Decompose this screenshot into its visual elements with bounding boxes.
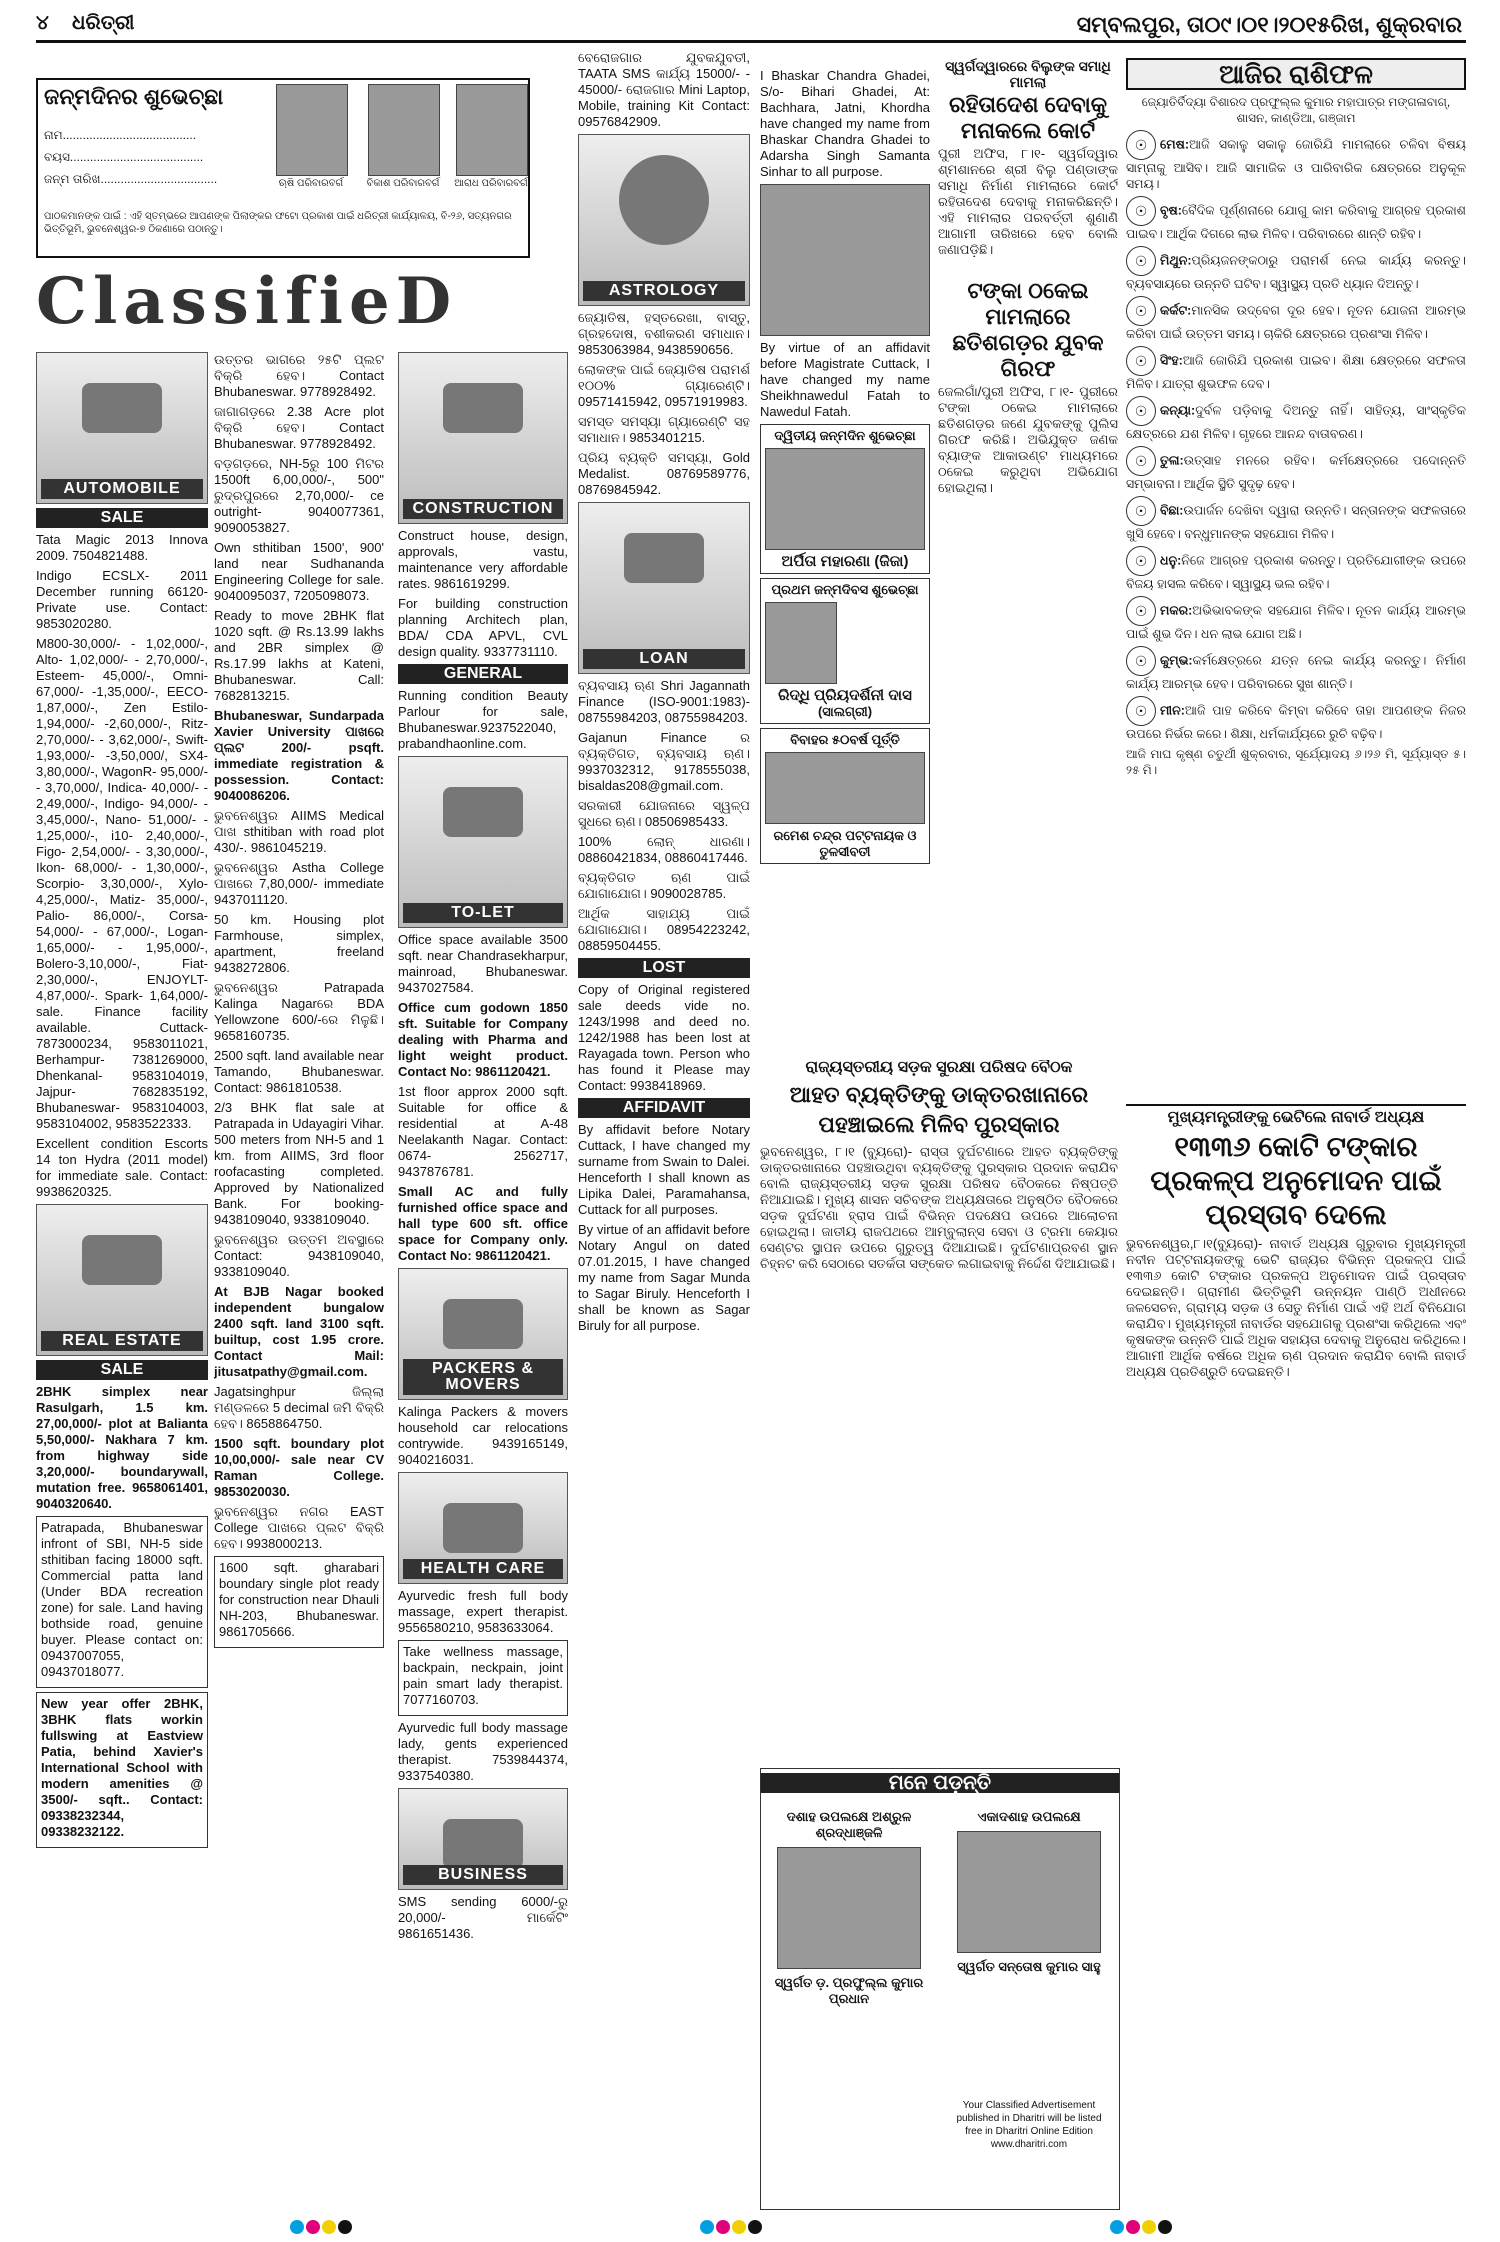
child-photo [765,602,837,684]
classified-ad: Ayurvedic full body massage lady, gents experienced therapist. 7539844374, 9337540380. [398,1720,568,1783]
zodiac-sign-icon: ☉ [1126,130,1156,160]
classified-column-3 [398,352,568,2212]
classified-ad: New year offer 2BHK, 3BHK flats workin fullswing at Eastview Patia, behind Xavier's International School with modern amenities @ 3500/- sqft.. Contact: 09338232344, 09338232122. [41,1696,203,1839]
birthday-note: ପାଠକମାନଙ୍କ ପାଇଁ : ଏହି ସ୍ତମ୍ଭରେ ଆପଣଙ୍କ ପିଲାଙ୍କର ଫଟୋ ପ୍ରକାଶ ପାଇଁ ଧରିତ୍ରୀ କାର୍ଯ୍ୟାଳୟ, ବି-୨୬, ସତ୍ୟନଗର ଭିତ୍ତିଭୂମି, ଭୁବନେଶ୍ୱର-୭ ଠିକଣାରେ ପଠାନ୍ତୁ। [44,211,512,235]
cyan-dot [290,2220,304,2234]
horoscope-entry [1126,696,1466,742]
classified-ad: Bhubaneswar, Sundarpada Xavier University ପାଖରେ ପ୍ଲଟ 200/- psqft. immediate registration & possession. Contact: 9040086206. [214,708,384,803]
yellow-dot [732,2220,746,2234]
classified-ad: ଉତ୍ତର ଭାଗରେ ୨୫ଟି ପ୍ଲଟ ବିକ୍ରି ହେବ। Contact Bhubaneswar. 9778928492. [214,352,384,399]
stethoscope-icon [443,1503,523,1553]
construction-category [398,352,568,524]
category-label: TO-LET [403,903,563,923]
anniversary-box [760,728,930,864]
obituary-title: ମନେ ପଡ଼ନ୍ତି [761,1773,1119,1793]
classified-ad: Ready to move 2BHK flat 1020 sqft. @ Rs.13.99 lakhs and 2BR simplex @ Rs.17.99 lakhs at Kateni, Bhubaneswar. Call: 7682813215. [214,608,384,703]
section-heading: GENERAL [398,664,568,684]
classified-logo: ClassifieD [36,264,458,339]
news-headline: ଆହତ ବ୍ୟକ୍ତିଙ୍କୁ ଡାକ୍ତରଖାନାରେ ପହଞ୍ଚାଇଲେ ମିଳିବ ପୁରସ୍କାର [789,1082,1089,1137]
zodiac-sign-name: ସିଂହ: [1160,353,1183,368]
print-registration-marks [0,2216,1500,2238]
house-icon [443,787,523,837]
horoscope-list [1126,130,1466,742]
black-dot [748,2220,762,2234]
zodiac-sign-name: କୁମ୍ଭ: [1160,653,1193,668]
zodiac-prediction: ଉପାର୍ଜନ ଦେଖିବା ଦ୍ୱାରା ଉନ୍ନତି। ସନ୍ତାନଙ୍କ ସଫଳତାରେ ଖୁସି ହେବେ। ବନ୍ଧୁମାନଙ୍କ ସହଯୋଗ ମିଳିବ। [1126,503,1466,541]
classified-ad: M800-30,000/- - 1,02,000/-, Alto- 1,02,000/- - 2,70,000/-, Esteem- 45,000/-, Omni- 67,000/- -1,35,000/-, EECO- 1,87,000/-, Zen Estilo- 1,94,000/- -2,60,000/-, Ritz- 2,70,000/- - 3,62,000/-, Swift- 1,93,000/- -3,50,000/, SX4- 3,80,000/-, WagonR- 95,000/- - 3,70,000/, Indica- 40,000/- - 2,49,000/-, Indigo- 94,000/- - 3,45,000/-, Nano- 51,000/- - 1,25,000/-, i10- 2,40,000/-, Figo- 2,54,000/- - 3,30,000/-, Ikon- 68,000/- - 1,30,000/-, Scorpio- 3,30,000/-, Xylo- 4,25,000/-, Matiz- 35,000/-, Palio- 86,000/-, Corsa- 54,000/- - 67,000/-, Logan- 1,65,000/- - 1,95,000/-, Bolero-3,10,000/-, Fiat-2,30,000/-, ENJOYLT- 4,87,000/-. Spark- 1,64,000/-sale. Finance facility available. Cuttack- 7873000234, 9583011021, Berhampur- 7381269000, Dhenkanal- 9583104019, Jajpur- 7682835192, Bhubaneswar- 9583104003, 9583104002, 9583522333. [36,636,208,1131]
zodiac-sign-name: ଧନୁ: [1160,553,1182,568]
classified-ad: ବ୍ୟକ୍ତିଗତ ଋଣ ପାଇଁ ଯୋଗାଯୋଗ। 9090028785. [578,870,750,901]
horoscope-entry [1126,346,1466,392]
classified-ad: 100% ଲୋନ୍ ଧାରଣା। 08860421834, 08860417446. [578,834,750,865]
box-title: ଦ୍ୱିତୀୟ ଜନ୍ମଦିନ ଶୁଭେଚ୍ଛା [774,428,916,443]
person-photo [777,1847,921,1969]
news-story-1 [938,58,1118,818]
magenta-dot [1126,2220,1140,2234]
box-title: ପ୍ରଥମ ଜନ୍ମଦିବସ ଶୁଭେଚ୍ଛା [771,582,919,597]
obituary-name: ସ୍ୱର୍ଗତ ଡ଼. ପ୍ରଫୁଲ୍ଲ କୁମାର ପ୍ରଧାନ [774,1975,924,2006]
zodiac-sign-name: ମେଷ: [1160,137,1190,152]
classified-column-1 [36,352,208,2212]
section-heading: SALE [36,1360,208,1380]
horoscope-entry [1126,646,1466,692]
zodiac-prediction: ମାନସିକ ଉଦ୍‌ବେଗ ଦୂର ହେବ। ନୂତନ ଯୋଜନା ଆରମ୍ଭ କରିବା ପାଇଁ ଉତ୍ତମ ସମୟ। ଚାକିରି କ୍ଷେତ୍ରରେ ପ୍ରଶଂସା ମିଳିବ। [1126,303,1466,341]
classified-ad: Gajanun Finance ର ବ୍ୟକ୍ତିଗତ, ବ୍ୟବସାୟ ଋଣ। 9937032312, 9178555038, bisaldas208@gmail.com. [578,730,750,793]
classified-ad: ପ୍ରିୟ ବ୍ୟକ୍ତି ସମସ୍ୟା, Gold Medalist. 08769589776, 08769845942. [578,450,750,497]
news-kicker: ମୁଖ୍ୟମନ୍ତ୍ରୀଙ୍କୁ ଭେଟିଲେ ନାବାର୍ଡ ଅଧ୍ୟକ୍ଷ [1126,1104,1466,1126]
horoscope-entry [1126,396,1466,442]
house-icon [82,1235,162,1285]
zodiac-sign-icon: ☉ [1126,696,1156,726]
classified-ad: 2BHK simplex near Rasulgarh, 1.5 km. 27,00,000/- plot at Balianta 5,50,000/- Nakhara 7 km. from highway side 3,20,000/- boundarywall, mutation free. 9658061401, 9040320640. [36,1384,208,1511]
zodiac-prediction: ଦୁର୍ବଳ ପଡ଼ିବାକୁ ଦିଅନ୍ତୁ ନାହିଁ। ସାହିତ୍ୟ, ସାଂସ୍କୃତିକ କ୍ଷେତ୍ରରେ ଯଶ ମିଳିବ। ଗୃହରେ ଆନନ୍ଦ ବାତାବରଣ। [1126,403,1466,441]
horoscope-author: ଜ୍ୟୋତିର୍ବିଦ୍ୟା ବିଶାରଦ ପ୍ରଫୁଲ୍ଲ କୁମାର ମହାପାତ୍ର ମଙ୍ଗଳାବାଗ୍, ଶାସନ, କାଣ୍ଡିଆ, ଗଞ୍ଜାମ [1141,95,1451,125]
classified-ad: Indigo ECSLX- 2011 December running 66120- Private use. Contact: 9853020280. [36,568,208,631]
page-header [36,8,1466,43]
classified-ad: ଜାଗାଗଡ଼ରେ 2.38 Acre plot ବିକ୍ରି ହେବ। Contact Bhubaneswar. 9778928492. [214,404,384,451]
classified-ad: ଭୁବନେଶ୍ୱର ନଗର EAST College ପାଖରେ ପ୍ଲଟ ବିକ୍ରି ହେବ। 9938000213. [214,1504,384,1551]
classified-ad: ବେରୋଜଗାର ଯୁବକଯୁବତୀ, TAATA SMS କାର୍ଯ୍ୟ 15000/- - 45000/- ରୋଜଗାର Mini Laptop, Mobile, training Kit Contact: 09576842909. [578,50,750,129]
classified-ad: 1600 sqft. gharabari boundary single plot ready for construction near Dhauli NH-203, Bhubaneswar. 9861705666. [219,1560,379,1639]
classified-ad: Running condition Beauty Parlour for sale, Bhubaneswar.9237522040, prabandhaonline.com. [398,688,568,751]
zodiac-sign-icon: ☉ [1126,296,1156,326]
classified-ad: ଲୋକଙ୍କ ପାଇଁ ଜ୍ୟୋତିଷ ପରାମର୍ଶ ୧୦୦% ଗ୍ୟାରେଣ୍ଟି। 09571415942, 09571919983. [578,362,750,409]
news-headline: ରହିତାଦେଶ ଦେବାକୁ ମନାକଲେ କୋର୍ଟ [948,92,1108,143]
astrology-category [578,134,750,306]
zodiac-prediction: ଉତ୍ସାହ ମନରେ ରହିବ। କର୍ମକ୍ଷେତ୍ରରେ ପଦୋନ୍ନତି ସମ୍ଭାବନା। ଆର୍ଥିକ ସ୍ଥିତି ସୁଦୃଢ଼ ହେବ। [1126,453,1466,491]
zodiac-sign-name: କନ୍ୟା: [1160,403,1196,418]
zodiac-prediction: ପ୍ରିୟଜନଙ୍କଠାରୁ ପରାମର୍ଶ ନେଇ କାର୍ଯ୍ୟ କରନ୍ତୁ। ବ୍ୟବସାୟରେ ଉନ୍ନତି ଘଟିବ। ସ୍ୱାସ୍ଥ୍ୟ ପ୍ରତି ଧ୍ୟାନ ଦିଅନ୍ତୁ। [1126,253,1466,291]
classified-ad: Jagatsinghpur ଜିଲ୍ଲା ମଣ୍ଡଳରେ 5 decimal ଜମି ବିକ୍ରି ହେବ। 8658864750. [214,1384,384,1431]
classified-column-5 [760,68,930,1188]
child-name: ରିଦ୍ଧି ପ୍ରିୟଦର୍ଶିନୀ ଦାସ [778,687,912,704]
horoscope-entry [1126,546,1466,592]
horoscope-entry [1126,246,1466,292]
building-icon [443,383,523,433]
birthday-box [760,424,930,574]
yellow-dot [1142,2220,1156,2234]
kid-name: ଆରାଧ ପରିବାରବର୍ଗ [454,178,528,189]
zodiac-sign-icon: ☉ [1126,596,1156,626]
classified-ad: Patrapada, Bhubaneswar infront of SBI, NH-5 side sthitiban facing 18000 sqft. Commercial patta land (Under BDA recreation zone) for sale. Land having bothside road, genuine buyer. Please contact on: 09437007055, 09437018077. [41,1520,203,1679]
zodiac-sign-icon: ☉ [1126,546,1156,576]
kid-name: ବିକାଶ ପରିବାରବର୍ଗ [366,178,440,189]
zodiac-sign-icon: ☉ [1126,346,1156,376]
zodiac-sign-name: ମକର: [1160,603,1193,618]
zodiac-prediction: ବୈଦିକ ପୂର୍ଣ୍ଣନାରେ ଯୋଗୁ କାମ କରିବାକୁ ଆଗ୍ରହ ପ୍ରକାଶ ପାଇବ। ଆର୍ଥିକ ଦିଗରେ ଲାଭ ମିଳିବ। ପରିବାରରେ ଶାନ୍ତି ରହିବ। [1126,203,1466,241]
classified-ad: Construct house, design, approvals, vastu, maintenance very affordable rates. 9861619299. [398,528,568,591]
zodiac-prediction: ଆଜି ସକାଳୁ ସକାଳୁ ଜୋରିଯି ମାମଲାରେ ଚଳିବା ବିଷୟ ସାମ୍ନାକୁ ଆସିବ। ଆଜି ସାମାଜିକ ଓ ପାରିବାରିକ କ୍ଷେତ୍ରରେ ଅନୁକୂଳ ସମୟ। [1126,137,1466,191]
classified-ad: ଆର୍ଥିକ ସାହାଯ୍ୟ ପାଇଁ ଯୋଗାଯୋଗ। 08954223242, 08859504455. [578,906,750,953]
classified-ad: Office space available 3500 sqft. near Chandrasekharpur, mainroad, Bhubaneswar. 9437027584. [398,932,568,995]
zodiac-sign-icon: ☉ [1126,396,1156,426]
zodiac-sign-icon: ☉ [1126,196,1156,226]
news-story-nabard [1126,1104,1466,2208]
news-headline: ଟଙ୍କା ଠକେଇ ମାମଲାରେ ଛତିଶଗଡ଼ର ଯୁବକ ଗିରଫ [952,278,1104,381]
affidavit-ad: By virtue of an affidavit before Magistrate Cuttack, I have changed my name Sheikhnawedul Fatah to Nawedul Fatah. [760,340,930,419]
obituary-name: ସ୍ୱର୍ଗତ ସନ୍ତୋଷ କୁମାର ସାହୁ [957,1959,1101,1974]
packers-category [398,1268,568,1400]
horoscope-entry [1126,446,1466,492]
zodiac-sign-name: ବିଛା: [1160,503,1184,518]
zodiac-sign-name: ବୃଷ: [1160,203,1182,218]
real-estate-category [36,1204,208,1356]
classified-ad: SMS sending 6000/-ରୁ 20,000/- ମାର୍କେଟିଂ 9861651436. [398,1894,568,1941]
truck-icon [443,1299,523,1349]
classified-ad: By virtue of an affidavit before Notary Angul on dated 07.01.2015, I have changed my name from Sagar Munda to Sagar Biruly. Henceforth I shall be known as Sagar Biruly for all purpose. [578,1222,750,1333]
business-category [398,1788,568,1890]
online-edition-note: Your Classified Advertisement published in Dharitri will be listed free in Dharitri Online Edition www.dharitri.com [956,2100,1102,2150]
news-story-road-safety [760,1060,1118,1760]
zodiac-sign-name: ମିଥୁନ: [1160,253,1192,268]
classified-ad: By affidavit before Notary Cuttack, I have changed my surname from Swain to Dalei. Henceforth I shall known as Lipika Dalei, Paramahansa, Cuttack for all purposes. [578,1122,750,1217]
birthday-field-name: ନାମ........................................ [44,128,196,142]
classified-ad: ବଡ଼ଗଡ଼ରେ, NH-5ରୁ 100 ମିଟର 1500ft 6,00,000/-, 500" ରୁଦ୍ରପୁରରେ 2,70,000/- ce outright- 9040077361, 9090053827. [214,456,384,535]
child-photo [765,448,925,550]
child-name: ଅର୍ପିତା ମହାରଣା (ଜିଜା) [781,553,909,570]
horoscope-entry [1126,196,1466,242]
zodiac-sign-icon: ☉ [1126,646,1156,676]
news-kicker: ସ୍ୱର୍ଗଦ୍ୱାରରେ ବିଲୁଙ୍କ ସମାଧି ମାମଲା [945,58,1111,90]
horoscope-section [1126,58,1466,1098]
car-icon [82,383,162,433]
person-photo [760,184,930,336]
obituary-subtitle: ଏକାଦଶାହ ଉପଲକ୍ଷେ [977,1809,1081,1824]
horoscope-entry [1126,130,1466,192]
kid-photo [276,84,348,176]
classified-ad: At BJB Nagar booked independent bungalow 2400 sqft. land 3100 sqft. builtup, cost 1.95 crore. Contact Mail: jitusatpathy@gmail.com. [214,1284,384,1379]
zodiac-sign-name: କର୍କଟ: [1160,303,1192,318]
news-headline: ୧୩୩୬ କୋଟି ଟଙ୍କାର ପ୍ରକଳ୍ପ ଅନୁମୋଦନ ପାଇଁ ପ୍ରସ୍ତାବ ଦେଲେ [1150,1131,1442,1230]
kid-photo [368,84,440,176]
classified-ad: Own sthitiban 1500', 900' land near Sudhananda Engineering College for sale. 9040095037, 7205098073. [214,540,384,603]
zodiac-wheel-icon [619,155,709,245]
horoscope-title: ଆଜିର ରାଶିଫଳ [1126,58,1466,90]
classified-ad: 1st floor approx 2000 sqft. Suitable for office & residential at A-48 Neelakanth Nagar. Contact: 0674- 2562717, 9437876781. [398,1084,568,1179]
classified-ad: Copy of Original registered sale deeds vide no. 1243/1998 and deed no. 1242/1988 has been lost at Rayagada town. Person who has found it Please may Contact: 9938418969. [578,982,750,1093]
person-photo [957,1831,1101,1953]
cyan-dot [1110,2220,1124,2234]
zodiac-sign-name: ମୀନ: [1160,703,1185,718]
classified-ad: Excellent condition Escorts 14 ton Hydra (2011 model) for immediate sale. Contact: 9938620325. [36,1136,208,1199]
news-body: ପୁରୀ ଅଫିସ, ୮।୧- ସ୍ୱର୍ଗଦ୍ୱାର ଶ୍ମଶାନରେ ଶ୍ରୀ ବିଲୁ ପଣ୍ଡାଙ୍କ ସମାଧି ନିର୍ମାଣ ମାମଲାରେ କୋର୍ଟ ରହିତାଦେଶ ଦେବାକୁ ମନାକରିଛନ୍ତି। ଏହି ମାମଲାର ପରବର୍ତ୍ତୀ ଶୁଣାଣି ଆଗାମୀ ତାରିଖରେ ହେବ ବୋଲି ଜଣାପଡ଼ିଛି। [938,146,1118,257]
date-line: ସମ୍ବଲପୁର, ତା୦୯।୦୧।୨୦୧୫ରିଖ, ଶୁକ୍ରବାର [1076,12,1462,37]
obituary-subtitle: ଦଶାହ ଉପଲକ୍ଷେ ଅଶ୍ରୁଳ ଶ୍ରଦ୍ଧାଞ୍ଜଳି [786,1809,912,1840]
classified-ad: ବ୍ୟବସାୟ ଋଣ Shri Jagannath Finance (ISO-9001:1983)- 08755984203, 08755984203. [578,678,750,725]
classified-column-4 [578,50,750,2210]
couple-photo [765,752,925,824]
classified-ad: Ayurvedic fresh full body massage, expert therapist. 9556580210, 9583633064. [398,1588,568,1635]
classified-ad: ସମସ୍ତ ସମସ୍ୟା ଗ୍ୟାରେଣ୍ଟି ସହ ସମାଧାନ। 9853401215. [578,414,750,445]
classified-ad: ସରକାରୀ ଯୋଜନାରେ ସ୍ୱଳ୍ପ ସୁଧରେ ଋଣ। 08506985433. [578,798,750,829]
zodiac-prediction: ନିଜେ ଆଗ୍ରହ ପ୍ରକାଶ କରନ୍ତୁ। ପ୍ରତିଯୋଗୀଙ୍କ ଉପରେ ବିଜୟ ହାସଲ କରିବେ। ସ୍ୱାସ୍ଥ୍ୟ ଭଲ ରହିବ। [1126,553,1466,591]
classified-ad: 1500 sqft. boundary plot 10,00,000/- sale near CV Raman College. 9853020030. [214,1436,384,1499]
news-kicker: ରାଜ୍ୟସ୍ତରୀୟ ସଡ଼କ ସୁରକ୍ଷା ପରିଷଦ ବୈଠକ [805,1060,1073,1076]
classified-ad: ଭୁବନେଶ୍ୱର AIIMS Medical ପାଖ sthitiban with road plot 430/-. 9861045219. [214,808,384,855]
zodiac-prediction: କର୍ମକ୍ଷେତ୍ରରେ ଯତ୍ନ ନେଇ କାର୍ଯ୍ୟ କରନ୍ତୁ। ନିର୍ମାଣ କାର୍ଯ୍ୟ ଆରମ୍ଭ ହେବ। ପରିବାରରେ ସୁଖ ଶାନ୍ତି। [1126,653,1466,691]
classified-ad: Small AC and fully furnished office space and hall type 600 sft. office space for Company only. Contact No: 9861120421. [398,1184,568,1263]
cyan-dot [700,2220,714,2234]
classified-ad: ଜ୍ୟୋତିଷ, ହସ୍ତରେଖା, ବାସ୍ତୁ, ଗ୍ରହଦୋଷ, ବଶୀକରଣ ସମାଧାନ। 9853063984, 9438590656. [578,310,750,357]
classified-ad: Tata Magic 2013 Innova 2009. 7504821488. [36,532,208,563]
category-label: CONSTRUCTION [403,499,563,519]
zodiac-prediction: ଆଜି ଜୋରିଯି ପ୍ରକାଶ ପାଇବ। ଶିକ୍ଷା କ୍ଷେତ୍ରରେ ସଫଳତା ମିଳିବ। ଯାତ୍ରା ଶୁଭଫଳ ଦେବ। [1126,353,1466,391]
category-label: LOAN [583,649,745,669]
classified-ad: 2/3 BHK flat sale at Patrapada in Udayagiri Vihar. 500 meters from NH-5 and 1 km. from AIIMS, 3rd floor roofacasting completed. Approved by Nationalized Bank. For booking- 9438109040, 9338109040. [214,1100,384,1227]
news-body: ଜେଲଗାଁ/ପୁରୀ ଅଫିସ, ୮।୧- ପୁରୀରେ ଟଙ୍କା ଠକେଇ ମାମଲାରେ ଛତିଶଗଡ଼ର ଜଣେ ଯୁବକଙ୍କୁ ପୁଲିସ ଗିରଫ କରିଛି। ଅଭିଯୁକ୍ତ ଜଣକ ବ୍ୟାଙ୍କ ଆକାଉଣ୍ଟ ମାଧ୍ୟମରେ ଠକେଇ କରୁଥିବା ଅଭିଯୋଗ ହୋଇଥିଲା। [938,384,1118,495]
category-label: BUSINESS [403,1865,563,1885]
couple-names: ରମେଶ ଚନ୍ଦ୍ର ପଟ୍ଟନାୟକ ଓ ତୁଳସୀବତୀ [773,828,917,859]
yellow-dot [322,2220,336,2234]
affidavit-ad: I Bhaskar Chandra Ghadei, S/o- Bihari Ghadei, At: Bachhara, Jatni, Khordha have changed my name from Bhaskar Chandra Ghadei to Adarsha Singh Samanta Sinhar to all purpose. [760,68,930,179]
zodiac-sign-icon: ☉ [1126,496,1156,526]
black-dot [1158,2220,1172,2234]
birthday-field-age: ବୟସ........................................ [44,150,204,164]
newspaper-brand: ଧରିତ୍ରୀ [72,12,135,34]
category-label: HEALTH CARE [403,1559,563,1579]
category-label: REAL ESTATE [41,1331,203,1351]
classified-ad: Kalinga Packers & movers household car relocations contrywide. 9439165149, 9040216031. [398,1404,568,1467]
birthday-field-dob: ଜନ୍ମ ତାରିଖ................................... [44,172,218,186]
classified-ad: For building construction planning Architech plan, BDA/ CDA APVL, CVL design quality. 9337731110. [398,596,568,659]
page-number: ୪ [36,12,49,34]
horoscope-entry [1126,496,1466,542]
kid-name: ଋଷି ପରିବାରବର୍ଗ [278,178,344,189]
category-label: PACKERS & MOVERS [403,1359,563,1395]
horoscope-entry [1126,296,1466,342]
zodiac-prediction: ଅଭିଭାବକଙ୍କ ସହଯୋଗ ମିଳିବ। ନୂତନ କାର୍ଯ୍ୟ ଆରମ୍ଭ ପାଇଁ ଶୁଭ ଦିନ। ଧନ ଲାଭ ଯୋଗ ଅଛି। [1126,603,1466,641]
classified-ad: 50 km. Housing plot Farmhouse, simplex, apartment, freeland 9438272806. [214,912,384,975]
classified-ad: 2500 sqft. land available near Tamando, Bhubaneswar. Contact: 9861810538. [214,1048,384,1095]
zodiac-sign-icon: ☉ [1126,246,1156,276]
news-body: ଭୁବନେଶ୍ୱର, ୮।୧ (ବ୍ୟୁରୋ)- ରାସ୍ତା ଦୁର୍ଘଟଣାରେ ଆହତ ବ୍ୟକ୍ତିଙ୍କୁ ଡାକ୍ତରଖାନାରେ ପହଞ୍ଚାଉଥିବା ବ୍ୟକ୍ତିଙ୍କୁ ପୁରସ୍କାର ପ୍ରଦାନ କରାଯିବ ବୋଲି ରାଜ୍ୟସ୍ତରୀୟ ସଡ଼କ ସୁରକ୍ଷା ପରିଷଦ ବୈଠକରେ ନିଷ୍ପତ୍ତି ନିଆଯାଇଛି। ମୁଖ୍ୟ ଶାସନ ସଚିବଙ୍କ ଅଧ୍ୟକ୍ଷତାରେ ଅନୁଷ୍ଠିତ ବୈଠକରେ ସଡ଼କ ଦୁର୍ଘଟଣା ହ୍ରାସ ପାଇଁ ବିଭିନ୍ନ ପଦକ୍ଷେପ ଉପରେ ଆଲୋଚନା ହୋଇଥିଲା। ଜାତୀୟ ରାଜପଥରେ ଆମ୍ବୁଲାନ୍ସ ସେବା ଓ ଟ୍ରମା କେୟାର ସେଣ୍ଟର ସ୍ଥାପନ ଉପରେ ଗୁରୁତ୍ୱ ଦିଆଯାଇଛି। ଦୁର୍ଘଟଣାପ୍ରବଣ ସ୍ଥାନ ଚିହ୍ନଟ କରି ସେଠାରେ ସତର୍କତା ସଙ୍କେତ ଲଗାଇବାକୁ ନିର୍ଦ୍ଦେଶ ଦିଆଯାଇଛି। [760,1144,1118,1271]
zodiac-sign-name: ତୁଳା: [1160,453,1184,468]
classified-ad: ଭୁବନେଶ୍ୱର Patrapada Kalinga Nagarରେ BDA Yellowzone 600/-ରେ ମିଳୁଛି। 9658160735. [214,980,384,1043]
birthday-title: ଜନ୍ମଦିନର ଶୁଭେଚ୍ଛା [44,84,224,109]
classified-ad: Office cum godown 1850 sft. Suitable for Company dealing with Pharma and light weight product. Contact No: 9861120421. [398,1000,568,1079]
birthday-box [760,578,930,724]
magenta-dot [306,2220,320,2234]
magenta-dot [716,2220,730,2234]
classified-column-2 [214,352,384,2212]
classified-ad: ଭୁବନେଶ୍ୱର ଉତ୍ତମ ଅବସ୍ଥାରେ Contact: 9438109040, 9338109040. [214,1232,384,1279]
zodiac-sign-icon: ☉ [1126,446,1156,476]
classified-ad: Take wellness massage, backpain, neckpain, joint pain smart lady therapist. 7077160703. [403,1644,563,1707]
section-heading: LOST [578,958,750,978]
to-let-category [398,756,568,928]
briefcase-icon [443,1819,523,1869]
zodiac-prediction: ଆଜି ପାହ କରିବେ କିମ୍ବା କରିବେ ତାହା ଆପଣଙ୍କ ନିଜର ଉପରେ ନିର୍ଭର କରେ। ଶିକ୍ଷା, ଧର୍ମକାର୍ଯ୍ୟରେ ରୁଚି ବଢ଼ିବ। [1126,703,1466,741]
child-nickname: (ସାଲଗ୍ରୀ) [817,704,873,719]
health-category [398,1472,568,1584]
money-icon [624,533,704,583]
horoscope-footer: ଆଜି ମାଘ କୃଷ୍ଣ ଚତୁର୍ଥୀ ଶୁକ୍ରବାର, ସୂର୍ଯ୍ୟୋଦୟ ୬।୨୬ ମି, ସୂର୍ଯ୍ୟାସ୍ତ ୫।୨୫ ମି। [1126,747,1466,777]
category-label: ASTROLOGY [583,281,745,301]
obituary-box [760,1768,1120,2210]
section-heading: SALE [36,508,208,528]
classified-ad: ଭୁବନେଶ୍ୱର Astha College ପାଖରେ 7,80,000/- immediate 9437011120. [214,860,384,907]
kid-photo [456,84,528,176]
box-title: ବିବାହର ୫୦ବର୍ଷ ପୂର୍ତ୍ତି [790,732,900,747]
loan-category [578,502,750,674]
news-body: ଭୁବନେଶ୍ୱର,୮।୧(ବ୍ୟୁରୋ)- ନାବାର୍ଡ ଅଧ୍ୟକ୍ଷ ଗୁରୁବାର ମୁଖ୍ୟମନ୍ତ୍ରୀ ନବୀନ ପଟ୍ଟନାୟକଙ୍କୁ ଭେଟି ରାଜ୍ୟର ବିଭିନ୍ନ ପ୍ରକଳ୍ପ ପାଇଁ ୧୩୩୬ କୋଟି ଟଙ୍କାର ପ୍ରକଳ୍ପ ଅନୁମୋଦନ ପାଇଁ ପ୍ରସ୍ତାବ ଦେଇଛନ୍ତି। ଗ୍ରାମୀଣ ଭିତ୍ତିଭୂମି ଉନ୍ନୟନ ପାଣ୍ଠି ଅଧୀନରେ ଜଳସେଚନ, ଗ୍ରାମ୍ୟ ସଡ଼କ ଓ ସେତୁ ନିର୍ମାଣ ପାଇଁ ଏହି ଅର୍ଥ ବିନିଯୋଗ କରାଯିବ। ମୁଖ୍ୟମନ୍ତ୍ରୀ ନାବାର୍ଡର ସହଯୋଗକୁ ପ୍ରଶଂସା କରିଥିଲେ ଏବଂ କୃଷକଙ୍କ ଉନ୍ନତି ପାଇଁ ଅଧିକ ସହାୟତା ଦେବାକୁ ଅନୁରୋଧ କରିଥିଲେ। ଆଗାମୀ ଆର୍ଥିକ ବର୍ଷରେ ଅଧିକ ଋଣ ପ୍ରଦାନ କରାଯିବ ବୋଲି ନାବାର୍ଡ ଅଧ୍ୟକ୍ଷ ପ୍ରତିଶ୍ରୁତି ଦେଇଛନ୍ତି। [1126,1236,1466,1379]
category-label: AUTOMOBILE [41,479,203,499]
automobile-category [36,352,208,504]
black-dot [338,2220,352,2234]
horoscope-entry [1126,596,1466,642]
section-heading: AFFIDAVIT [578,1098,750,1118]
birthday-wishes-box [36,78,530,258]
